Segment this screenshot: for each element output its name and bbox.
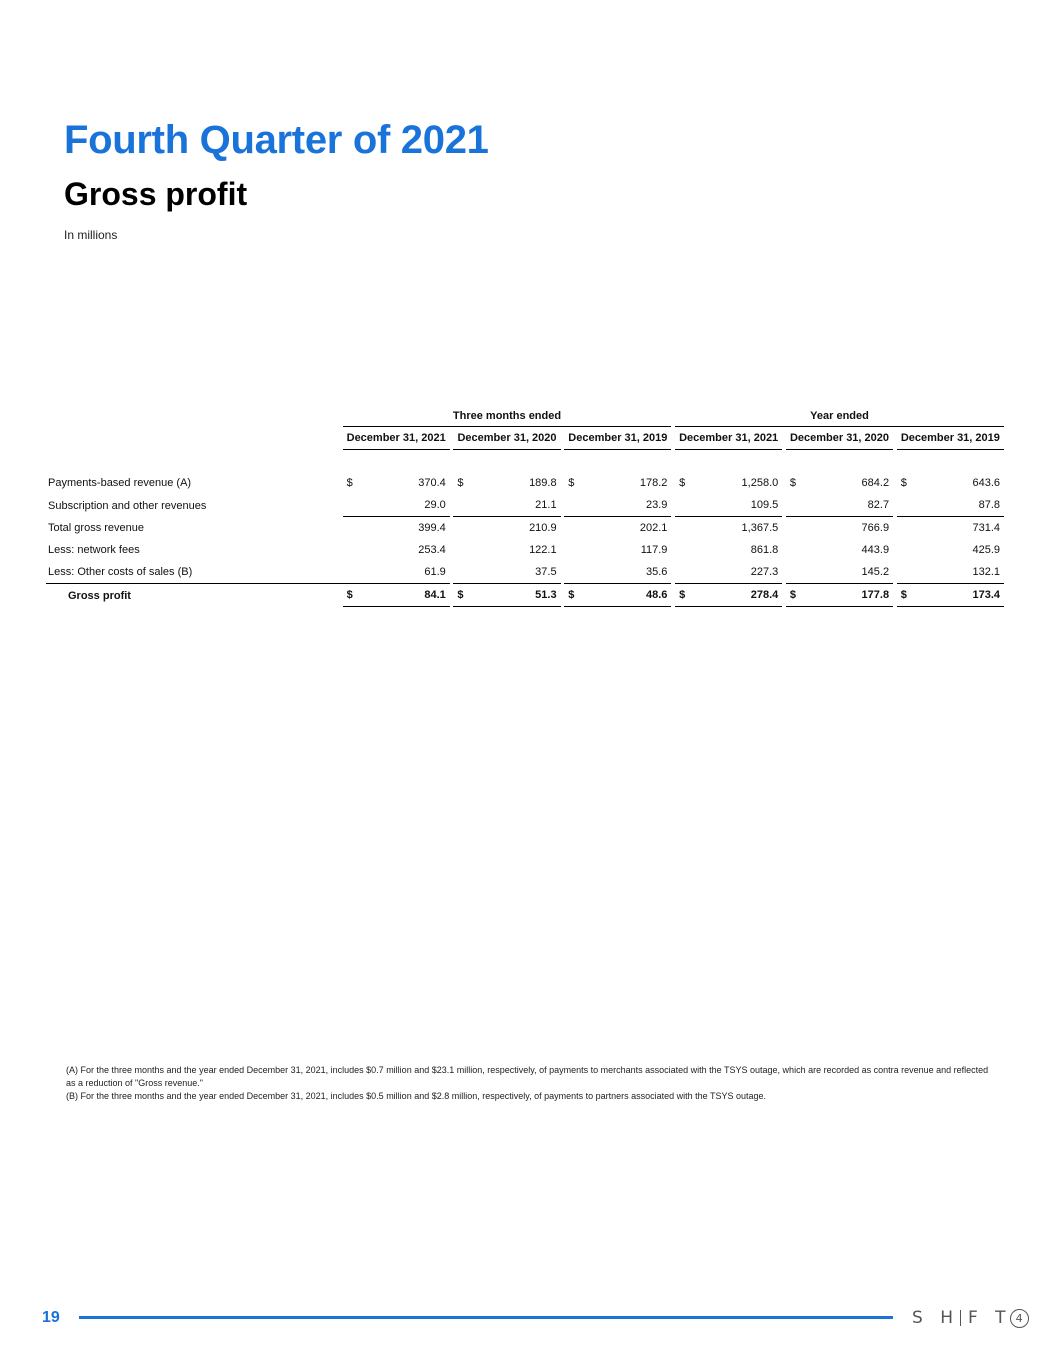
cell-value: 202.1 [639, 522, 668, 534]
currency-symbol: $ [789, 477, 797, 489]
row-label: Less: Other costs of sales (B) [48, 566, 193, 578]
cell-value: 399.4 [418, 522, 446, 534]
row-label: Gross profit [46, 583, 343, 607]
table-cell [564, 472, 671, 494]
cell-value: 1,367.5 [741, 522, 779, 534]
logo-mark: 4 [1010, 1309, 1029, 1328]
currency-symbol: $ [679, 477, 686, 489]
currency-symbol [790, 499, 798, 511]
cell-value: 1,258.0 [741, 477, 779, 489]
table-cell [453, 494, 560, 517]
currency-symbol: $ [679, 589, 686, 601]
cell-value: 425.9 [972, 544, 1000, 556]
group-header-row [46, 405, 1004, 427]
column-header: December 31, 2021 [343, 427, 450, 450]
currency-symbol [901, 499, 909, 511]
table-cell [675, 539, 782, 561]
currency-symbol [568, 499, 576, 511]
currency-symbol [679, 544, 687, 556]
cell-value: 117.9 [640, 544, 668, 556]
units-note: In millions [64, 228, 118, 242]
currency-symbol [457, 499, 465, 511]
table-cell [675, 583, 782, 607]
cell-value: 109.5 [750, 499, 779, 511]
cell-value: 35.6 [646, 566, 668, 578]
logo-text: S H [912, 1308, 959, 1328]
footnote-a: (A) For the three months and the year ended December 31, 2021, includes $0.7 million and $23.1 million, respectively, of payments to merchants associated with the TSYS outage, which are recorded as contra revenue and reflected as a reduction of "Gross revenue." [66, 1065, 989, 1088]
table-row [46, 472, 1004, 494]
table-cell [897, 517, 1004, 539]
gross-profit-table [46, 405, 1004, 607]
table-cell [343, 494, 450, 517]
cell-value: 48.6 [646, 589, 668, 601]
table-cell [343, 539, 450, 561]
table-cell [897, 494, 1004, 517]
footer-divider [79, 1316, 893, 1319]
column-header: December 31, 2019 [897, 427, 1004, 450]
cell-value: 443.9 [861, 544, 890, 556]
currency-symbol [568, 566, 576, 578]
table-row [46, 539, 1004, 561]
table-cell [786, 583, 893, 607]
currency-symbol [790, 522, 798, 534]
currency-symbol [347, 522, 355, 534]
table-cell [675, 517, 782, 539]
table-row [46, 517, 1004, 539]
logo-text-tail: F T [967, 1308, 1012, 1328]
currency-symbol: $ [457, 477, 464, 489]
table-cell [786, 494, 893, 517]
cell-value: 643.6 [972, 477, 1000, 489]
currency-symbol [457, 522, 465, 534]
cell-value: 145.2 [861, 566, 890, 578]
table-cell [343, 472, 450, 494]
cell-value: 84.1 [424, 589, 446, 601]
footnote-b: (B) For the three months and the year ended December 31, 2021, includes $0.5 million and $2.8 million, respectively, of payments to partners associated with the TSYS outage. [66, 1091, 767, 1101]
footnotes [66, 1064, 996, 1103]
row-label: Subscription and other revenues [48, 499, 207, 512]
currency-symbol [790, 566, 798, 578]
group-header-year: Year ended [675, 405, 1004, 427]
currency-symbol [679, 499, 687, 511]
row-label: Total gross revenue [48, 522, 144, 534]
table-cell [897, 539, 1004, 561]
currency-symbol: $ [457, 589, 464, 601]
column-header: December 31, 2019 [564, 427, 671, 450]
currency-symbol: $ [900, 477, 907, 489]
table-cell [786, 517, 893, 539]
cell-value: 177.8 [861, 589, 890, 601]
cell-value: 37.5 [535, 566, 557, 578]
currency-symbol [568, 544, 576, 556]
currency-symbol: $ [568, 477, 575, 489]
currency-symbol [347, 566, 355, 578]
cell-value: 132.1 [972, 566, 1000, 578]
currency-symbol: $ [346, 477, 353, 489]
cell-value: 861.8 [750, 544, 779, 556]
currency-symbol [457, 544, 465, 556]
column-header: December 31, 2020 [453, 427, 560, 450]
cell-value: 87.8 [978, 499, 1000, 511]
currency-symbol [568, 522, 576, 534]
table-cell [897, 472, 1004, 494]
table-cell [897, 561, 1004, 583]
cell-value: 227.3 [750, 566, 779, 578]
table-cell [564, 561, 671, 583]
cell-value: 21.1 [535, 499, 557, 511]
table-cell [564, 517, 671, 539]
cell-value: 189.8 [529, 477, 557, 489]
table-cell [675, 494, 782, 517]
row-label: Payments-based revenue (A) [48, 477, 192, 489]
table-cell [897, 583, 1004, 607]
cell-value: 61.9 [424, 566, 446, 578]
group-header-three-months: Three months ended [343, 405, 672, 427]
table-cell [343, 517, 450, 539]
page-number: 19 [42, 1309, 60, 1326]
table-cell [675, 472, 782, 494]
cell-value: 23.9 [646, 499, 668, 511]
currency-symbol [347, 499, 355, 511]
table-cell [453, 561, 560, 583]
currency-symbol: $ [568, 589, 575, 601]
cell-value: 51.3 [535, 589, 557, 601]
table-cell [786, 539, 893, 561]
currency-symbol [347, 544, 355, 556]
currency-symbol [790, 544, 798, 556]
cell-value: 253.4 [418, 544, 446, 556]
cell-value: 684.2 [861, 477, 890, 489]
table-row [46, 494, 1004, 517]
column-header: December 31, 2020 [786, 427, 893, 450]
currency-symbol [679, 522, 687, 534]
cell-value: 122.1 [529, 544, 557, 556]
currency-symbol: $ [789, 589, 797, 601]
page-title: Fourth Quarter of 2021 [64, 118, 489, 162]
currency-symbol [901, 566, 909, 578]
cell-value: 178.2 [639, 477, 668, 489]
table-cell [453, 517, 560, 539]
logo-separator [960, 1310, 961, 1326]
row-label: Less: network fees [48, 544, 140, 556]
column-header-row [46, 427, 1004, 450]
column-header: December 31, 2021 [675, 427, 782, 450]
table-cell [786, 561, 893, 583]
cell-value: 210.9 [529, 522, 557, 534]
cell-value: 766.9 [861, 522, 890, 534]
table-cell [564, 494, 671, 517]
cell-value: 29.0 [424, 499, 446, 511]
currency-symbol: $ [346, 589, 353, 601]
cell-value: 82.7 [867, 499, 890, 511]
table-cell [786, 472, 893, 494]
table-cell [453, 472, 560, 494]
table-cell [564, 583, 671, 607]
currency-symbol [457, 566, 465, 578]
currency-symbol [901, 544, 909, 556]
cell-value: 278.4 [750, 589, 779, 601]
currency-symbol: $ [900, 589, 907, 601]
cell-value: 173.4 [972, 589, 1000, 601]
page-subtitle: Gross profit [64, 176, 248, 212]
table-cell [453, 539, 560, 561]
table-cell [343, 561, 450, 583]
cell-value: 370.4 [418, 477, 446, 489]
shift4-logo [912, 1307, 1029, 1329]
table-cell [564, 539, 671, 561]
table-cell [343, 583, 450, 607]
table-cell [675, 561, 782, 583]
footer [0, 1300, 1055, 1340]
cell-value: 731.4 [972, 522, 1000, 534]
table-row [46, 583, 1004, 607]
currency-symbol [901, 522, 909, 534]
table-row [46, 561, 1004, 583]
table-cell [453, 583, 560, 607]
currency-symbol [679, 566, 687, 578]
